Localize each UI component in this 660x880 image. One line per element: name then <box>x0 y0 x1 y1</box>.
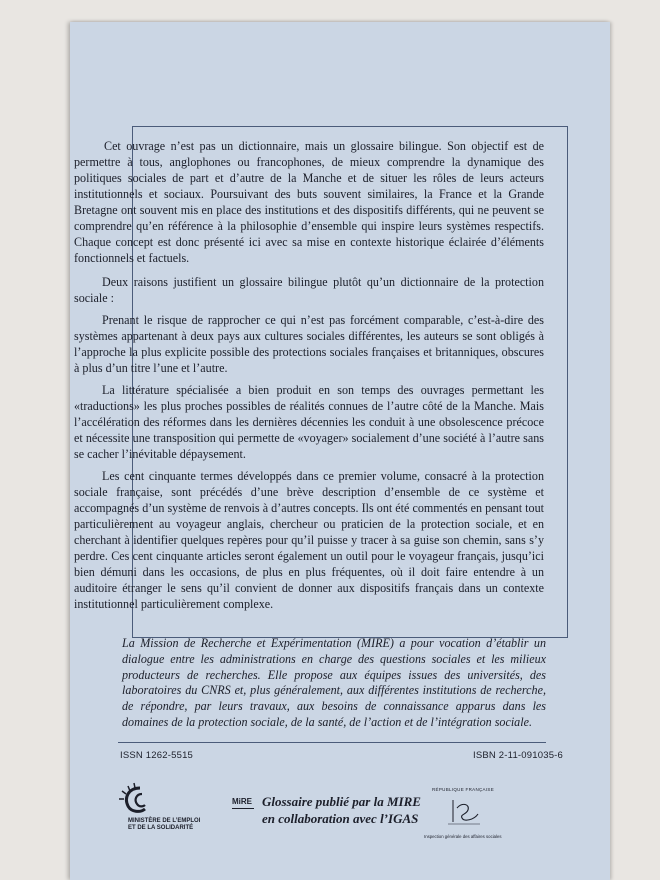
divider-line <box>118 742 546 743</box>
summary-paragraph-2: Deux raisons justifient un glossaire bilingue plutôt qu’un dictionnaire de la protection sociale : <box>74 275 544 305</box>
summary-paragraph-1: Cet ouvrage n’est pas un dictionnaire, mais un glossaire bilingue. Son objectif est de permettre à tous, anglophones ou francophones, de mieux comprendre la dynamique des politiques sociales de part et d’autre de la Manche et de situer les rôles de leurs acteurs institutionnels et sociaux. Poursuivant des buts souvent similaires, la France et la Grande Bretagne ont souvent mis en place des institutions et des dispositifs différents, qui ne peuvent se comprendre qu’en référence à la philosophie d’ensemble qui inspire leurs systèmes respectifs. Chaque concept est donc présenté ici avec sa mise en contexte historique éclairée d’éléments fonctionnels et factuels. <box>74 139 544 265</box>
publisher-line-1: Glossaire publié par la MIRE <box>262 794 421 809</box>
summary-paragraph-4: La littérature spécialisée a bien produit en son temps des ouvrages permettant les «traductions» les plus proches possibles de réalités connues de l’autre côté de la Manche. Mais l’accélération des réformes dans les dernières décennies les conduit à une obsolescence précoce et nécessite une transposition qui permette de «voyager» socialement d’une société à l’autre sans se cacher l’inévitable dépaysement. <box>74 383 544 461</box>
ministry-logo-icon <box>118 782 158 816</box>
republique-francaise-label: RÉPUBLIQUE FRANÇAISE <box>432 787 495 792</box>
ministry-name-line-2: ET DE LA SOLIDARITÉ <box>128 825 194 831</box>
igas-logo-icon <box>440 796 484 828</box>
summary-paragraph-5: Les cent cinquante termes développés dans ce premier volume, consacré à la protection sociale française, sont précédés d’une brève description d’ensemble de ce système et accompagnés d’un système de renvois à d’autres concepts. Ils ont été commentés en pensant tout particulièrement au voyageur anglais, chercheur ou praticien de la protection sociale, et en cherchant à identifier quelques repères pour qu’il puisse y tracer à sa guise son chemin, sans s’y perdre. Ces cent cinquante articles seront également un outil pour le voyageur français, jusqu’ici bien démuni dans les occasions, de plus en plus fréquentes, où il doit faire entendre à un auditoire étranger le sens qu’il convient de donner aux dispositifs français dans un contexte institutionnel particulièrement complexe. <box>74 469 544 611</box>
mire-logo-underline <box>232 808 254 809</box>
mire-logo: MiRE <box>232 797 252 806</box>
publisher-statement <box>262 793 421 827</box>
summary-text <box>74 138 544 618</box>
igas-caption: Inspection générale des affaires sociales <box>424 834 502 839</box>
publisher-line-2: en collaboration avec l’IGAS <box>262 811 419 826</box>
isbn-number: ISBN 2-11-091035-6 <box>473 750 564 761</box>
ministry-name <box>128 818 208 832</box>
mire-mission-statement: La Mission de Recherche et Expérimentation (MIRE) a pour vocation d’établir un dialogue entre les administrations en charge des questions sociales et les milieux producteurs de recherches. Elle propose aux équipes issues des universités, des laboratoires du CNRS et, plus généralement, aux différentes institutions de recherche, de répondre, par leurs travaux, aux besoins de connaissance apparus dans les domaines de la protection sociale, de la santé, de l’action et de l’intégration sociale. <box>122 636 546 729</box>
issn-number: ISSN 1262-5515 <box>120 750 194 761</box>
ministry-name-line-1: MINISTÈRE DE L’EMPLOI <box>128 818 201 824</box>
summary-paragraph-3: Prenant le risque de rapprocher ce qui n’est pas forcément comparable, c’est-à-dire des systèmes appartenant à deux pays aux cultures sociales différentes, les auteurs se sont obligés à l’approche la plus explicite possible des protections sociales françaises et britanniques, obscures à plus d’un titre l’une et l’autre. <box>74 313 544 375</box>
